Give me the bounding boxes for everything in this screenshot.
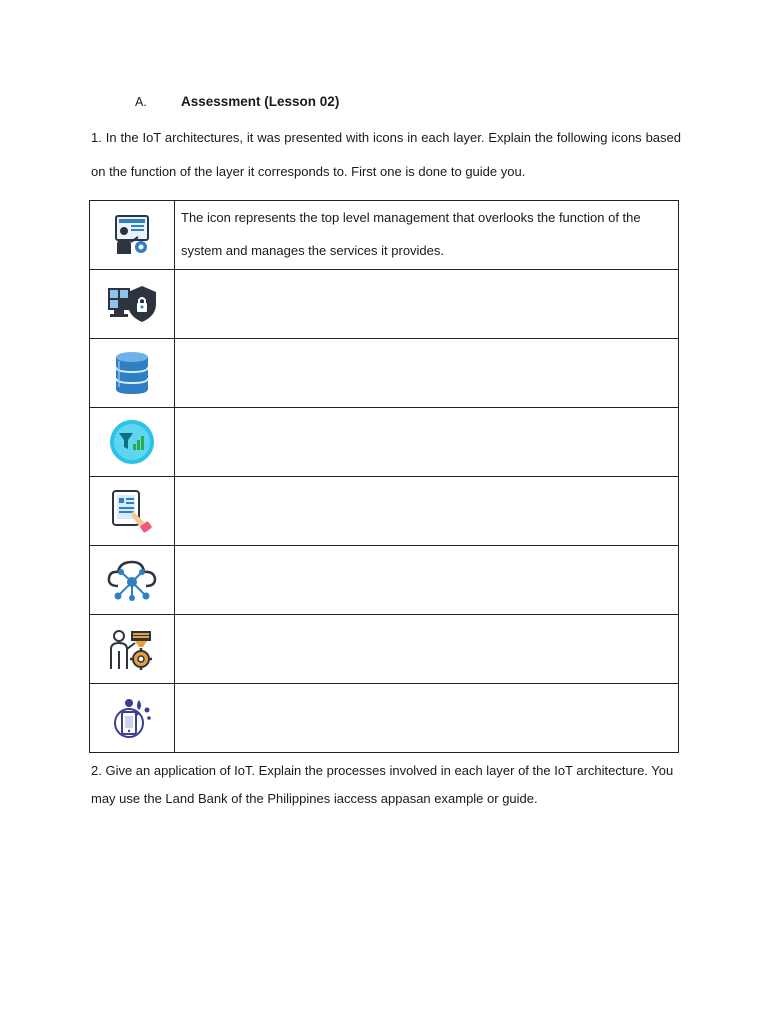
smart-device-sensor-icon	[90, 696, 174, 740]
table-row	[90, 684, 679, 753]
question-1-text: 1. In the IoT architectures, it was presented with icons in each layer. Explain the following icons based on the function of the layer it corresponds to. First one is done to guide you.	[91, 130, 681, 179]
answer-cell[interactable]	[175, 339, 679, 408]
icon-cell	[90, 684, 175, 753]
question-2-text: 2. Give an application of IoT. Explain the processes involved in each layer of the IoT architecture. You may use the Land Bank of the Philippines iaccess appasan example or guide.	[91, 763, 674, 806]
cloud-network-icon	[90, 558, 174, 602]
icon-cell	[90, 339, 175, 408]
icon-cell	[90, 201, 175, 270]
answer-cell[interactable]: The icon represents the top level management that overlooks the function of the system and manages the services it provides.	[175, 201, 679, 270]
management-presentation-icon	[90, 213, 174, 257]
section-letter: A.	[135, 95, 147, 109]
icon-cell	[90, 546, 175, 615]
table-row	[90, 408, 679, 477]
table-row	[90, 201, 679, 270]
answer-cell[interactable]	[175, 270, 679, 339]
icon-cell	[90, 477, 175, 546]
answer-cell[interactable]	[175, 615, 679, 684]
table-row	[90, 270, 679, 339]
wireless-signal-filter-icon	[90, 419, 174, 465]
tablet-touch-icon	[90, 489, 174, 533]
table-row	[90, 615, 679, 684]
section-heading	[135, 94, 339, 109]
table-row	[90, 546, 679, 615]
icon-explanation-table	[89, 200, 679, 753]
icon-cell	[90, 408, 175, 477]
answer-cell[interactable]	[175, 546, 679, 615]
database-icon	[90, 351, 174, 395]
table-row	[90, 339, 679, 408]
security-shield-computer-icon	[90, 284, 174, 324]
table-row	[90, 477, 679, 546]
answer-cell[interactable]	[175, 684, 679, 753]
icon-cell	[90, 615, 175, 684]
worker-gear-machine-icon	[90, 627, 174, 671]
answer-cell[interactable]	[175, 408, 679, 477]
section-title: Assessment (Lesson 02)	[181, 94, 340, 109]
icon-cell	[90, 270, 175, 339]
answer-cell[interactable]	[175, 477, 679, 546]
